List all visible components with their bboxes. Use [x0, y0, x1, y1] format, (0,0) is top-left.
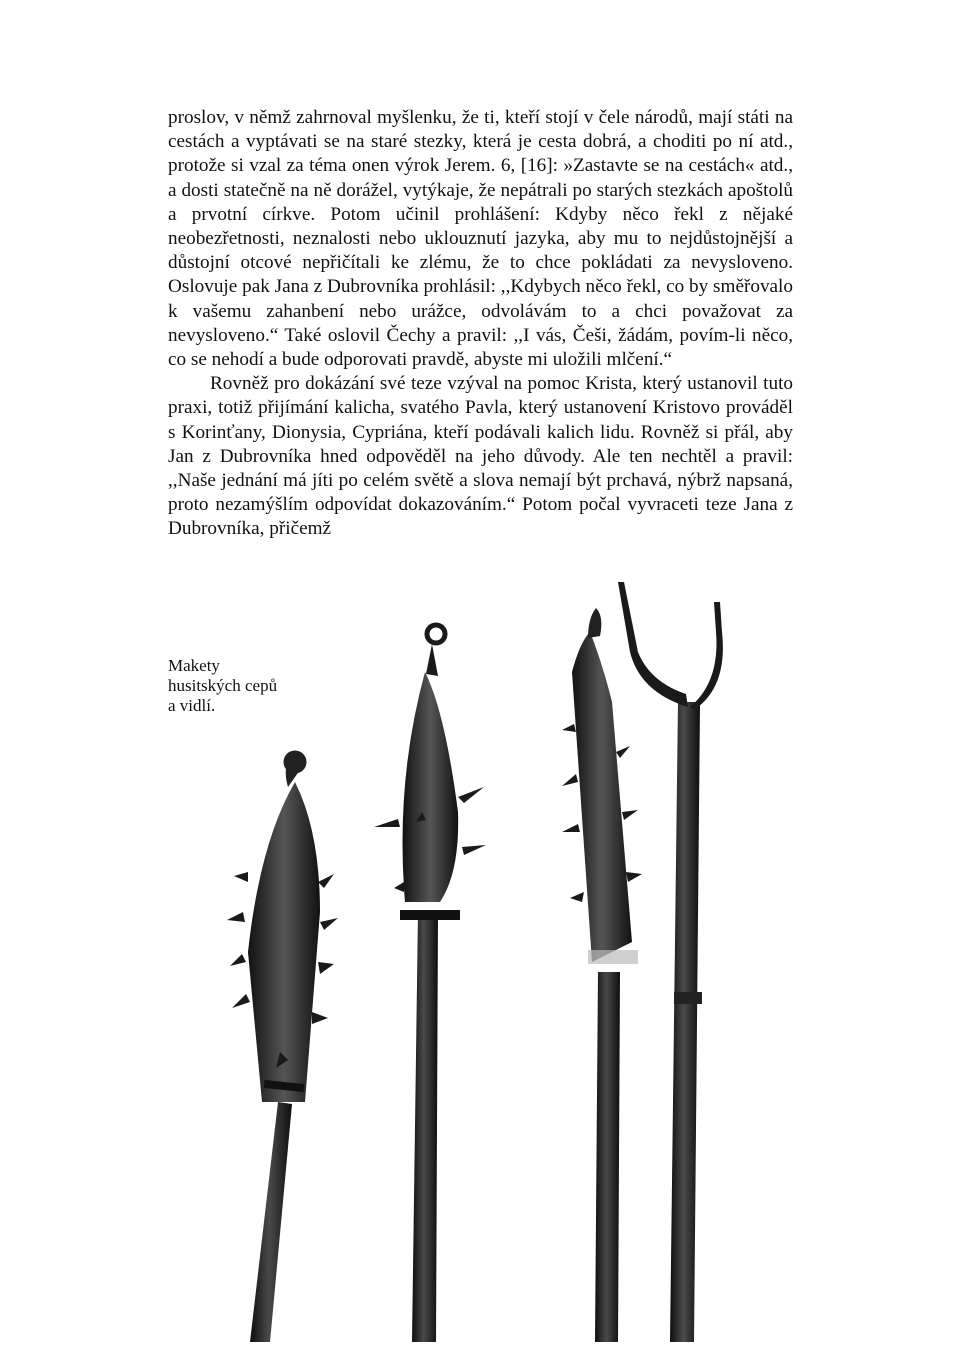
- caption-line: Makety: [168, 656, 220, 675]
- paragraph-2: Rovněž pro dokázání své teze vzýval na pomoc Krista, který ustanovil tuto praxi, totiž přijímání kalicha, svatého Pavla, který ustanovení Kristovo prováděl s Korinťany, Dionysia, Cypriána, kteří podávali kalich lidu. Rovněž si přál, aby Jan z Dubrovníka hned odpověděl na jeho důvody. Ale ten nechtěl a pravil: ,,Naše jednání má jíti po celém světě a slova nemají být prchavá, nýbrž napsaná, proto nezamýšlím odpovídat dokazováním.“ Potom počal vyvraceti teze Jana z Dubrovníka, přičemž: [168, 373, 793, 540]
- flail-right: [562, 608, 642, 1342]
- flail-center: [374, 625, 486, 1342]
- caption-line: husitských cepů: [168, 676, 278, 695]
- caption-line: a vidlí.: [168, 696, 216, 715]
- flails-photo: [200, 582, 800, 1342]
- flail-left: [227, 752, 338, 1342]
- paragraph-1: proslov, v němž zahrnoval myšlenku, že ti, kteří stojí v čele národů, mají státi na cestách a vyptávati se na staré stezky, která je cesta dobrá, a choditi po ní atd., protože si vzal za téma onen výrok Jerem. 6, [16]: »Zastavte se na cestách« atd., a dosti statečně na ně dorážel, vytýkaje, že nepátrali po starých stezkách apoštolů a prvotní církve. Potom učinil prohlášení: Kdyby něco řekl z nějaké neobezřetnosti, neznalosti nebo uklouznutí jazyka, aby mu to nejdůstojnější a důstojní otcové nepřičítali ke zlému, že to chce pokládati za nevysloveno. Oslovuje pak Jana z Dubrovníka prohlásil: ,,Kdybych něco řekl, co by směřovalo k vašemu zahanbení nebo urážce, odvolávám to a chci považovat za nevysloveno.“ Také oslovil Čechy a pravil: ,,I vás, Češi, žádám, povím-li něco, co se nehodí a bude odporovati pravdě, abyste mi uložili mlčení.“: [168, 107, 793, 371]
- body-text: [168, 106, 793, 542]
